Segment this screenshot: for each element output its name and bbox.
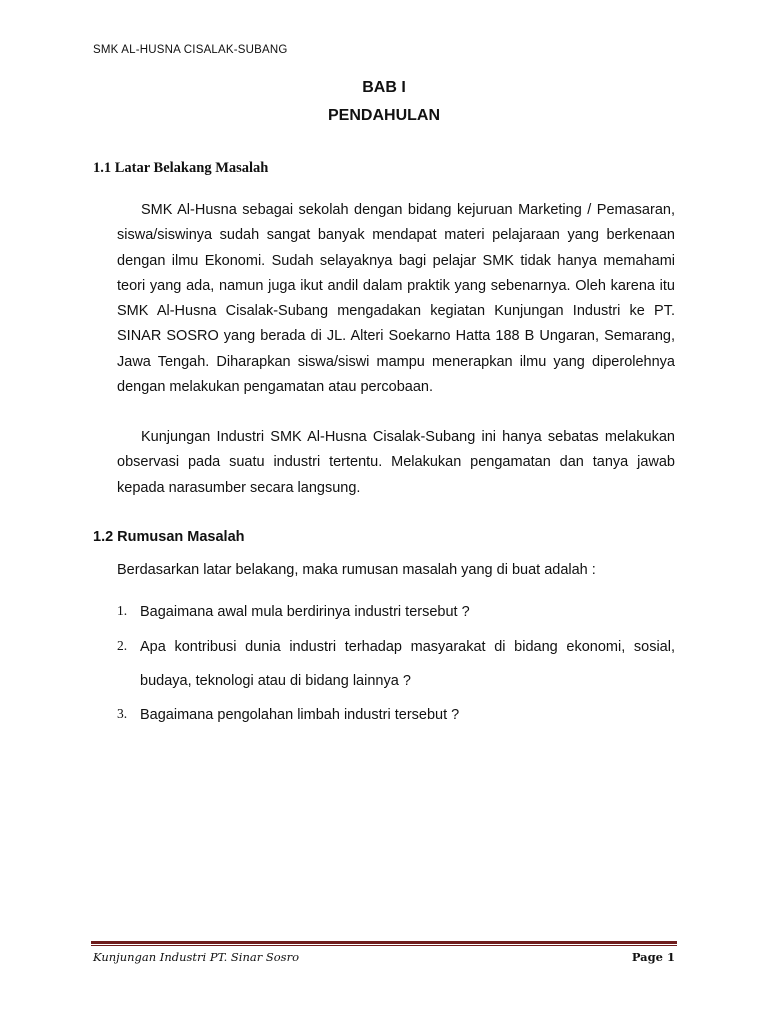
page-header: SMK AL-HUSNA CISALAK-SUBANG <box>93 44 288 56</box>
footer-divider-thick <box>91 941 677 944</box>
paragraph-background-1: SMK Al-Husna sebagai sekolah dengan bidang kejuruan Marketing / Pemasaran, siswa/siswinya sudah sangat banyak mendapat materi pelajaraan yang berkenaan dengan ilmu Ekonomi. Sudah selayaknya bagi pelajar SMK tidak hanya memahami teori yang ada, namun juga ikut andil dalam praktik yang sebenarnya. Oleh karena itu SMK Al-Husna Cisalak-Subang mengadakan kegiatan Kunjungan Industri ke PT. SINAR SOSRO yang berada di JL. Alteri Soekarno Hatta 188 B Ungaran, Semarang, Jawa Tengah. Diharapkan siswa/siswi mampu menerapkan ilmu yang diperolehnya dengan melakukan pengamatan atau percobaan. <box>117 202 675 396</box>
footer-divider-thin <box>91 945 677 946</box>
section-heading-rumusan-masalah: 1.2 Rumusan Masalah <box>93 529 245 545</box>
footer-title: Kunjungan Industri PT. Sinar Sosro <box>93 950 300 964</box>
list-number: 2. <box>117 638 128 653</box>
list-number: 1. <box>117 603 128 618</box>
chapter-label: BAB I <box>362 79 406 96</box>
chapter-title: PENDAHULAN <box>328 107 440 124</box>
problem-intro: Berdasarkan latar belakang, maka rumusan masalah yang di buat adalah : <box>117 562 596 578</box>
section-heading-latar-belakang: 1.1 Latar Belakang Masalah <box>93 160 269 176</box>
list-text: Bagaimana pengolahan limbah industri tersebut ? <box>140 707 460 723</box>
paragraph-background-2: Kunjungan Industri SMK Al-Husna Cisalak-Subang ini hanya sebatas melakukan observasi pada suatu industri tertentu. Melakukan pengamatan dan tanya jawab kepada narasumber secara langsung. <box>117 429 675 496</box>
list-text: Apa kontribusi dunia industri terhadap masyarakat di bidang ekonomi, sosial, budaya, teknologi atau di bidang lainnya ? <box>140 639 675 689</box>
list-text: Bagaimana awal mula berdirinya industri tersebut ? <box>140 604 470 620</box>
page-number: Page 1 <box>631 950 675 964</box>
list-number: 3. <box>117 706 128 721</box>
